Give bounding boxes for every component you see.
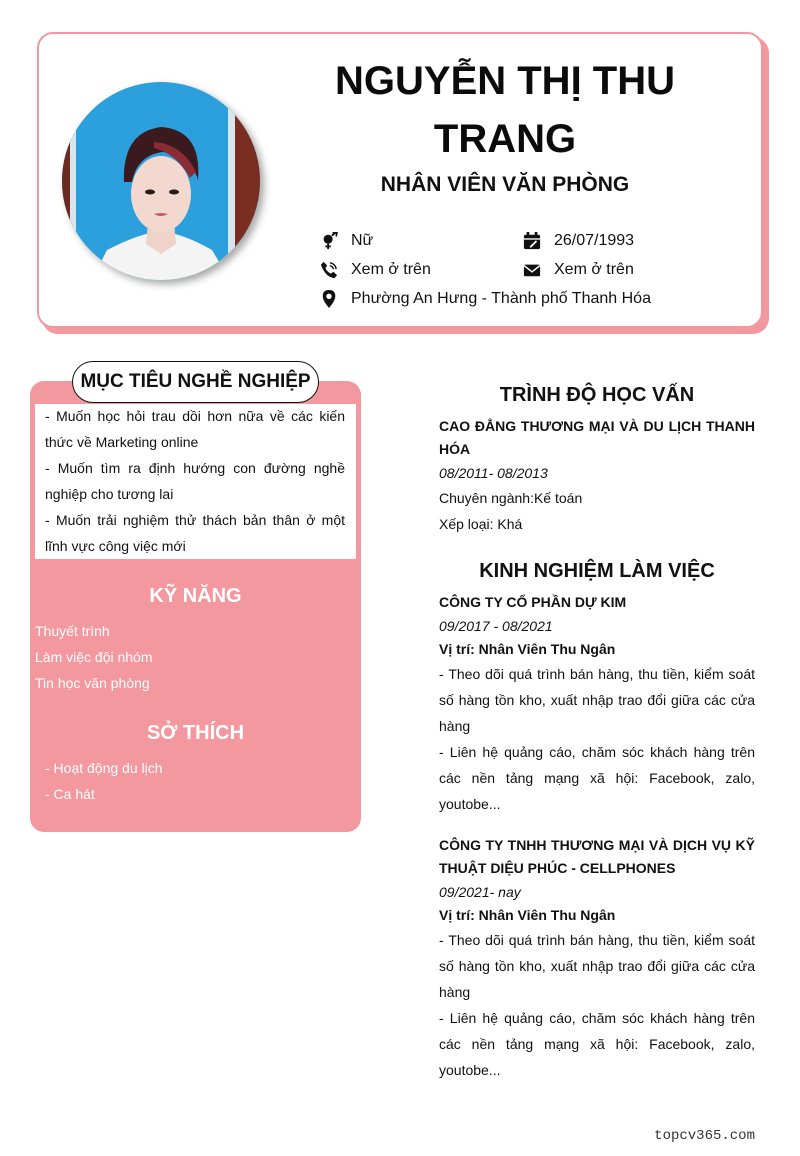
experience-entry [439,591,755,817]
watermark: topcv365.com [654,1128,755,1144]
candidate-name-line2: TRANG [433,117,577,161]
info-birthday [522,231,634,251]
candidate-name-line1: NGUYỄN THỊ THU [335,59,675,103]
job-duty: - Liên hệ quảng cáo, chăm sóc khách hàng trên các nền tảng mạng xã hội: Facebook, zalo, youtobe... [439,1010,755,1078]
company-name: CÔNG TY TNHH THƯƠNG MẠI VÀ DỊCH VỤ KỸ THUẬT DIỆU PHÚC - CELLPHONES [439,837,755,876]
skills-heading: KỸ NĂNG [149,585,242,607]
objective-item: - Muốn trải nghiệm thử thách bản thân ở một lĩnh vực công việc mới [45,512,345,554]
education-period: 08/2011- 08/2013 [439,465,548,481]
school-name: CAO ĐẲNG THƯƠNG MẠI VÀ DU LỊCH THANH HÓA [439,418,755,457]
address-value: Phường An Hưng - Thành phố Thanh Hóa [351,290,651,307]
job-title: NHÂN VIÊN VĂN PHÒNG [380,173,630,196]
phone-icon [319,260,339,280]
skill-item: Làm việc đội nhóm [35,649,153,665]
portrait-photo-icon [62,82,260,280]
candidate-name [300,52,710,168]
phone-value: Xem ở trên [351,261,431,278]
job-duty: - Theo dõi quá trình bán hàng, thu tiền, kiểm soát số hàng tồn kho, xuất nhập trao đổi giữa các cửa hàng [439,666,755,734]
calendar-icon [522,231,542,251]
objective-item: - Muốn tìm ra định hướng con đường nghề nghiệp cho tương lai [45,460,345,502]
company-name: CÔNG TY CỔ PHẦN DỰ KIM [439,594,627,610]
hobby-item: - Ca hát [45,786,95,802]
birthday-value: 26/07/1993 [554,232,635,249]
job-position: Vị trí: Nhân Viên Thu Ngân [439,641,616,657]
education-rank: Xếp loại: Khá [439,516,523,532]
gender-icon [319,231,339,251]
education-entry [439,415,755,537]
skill-item: Thuyết trình [35,623,110,639]
job-duty: - Theo dõi quá trình bán hàng, thu tiền, kiểm soát số hàng tồn kho, xuất nhập trao đổi giữa các cửa hàng [439,932,755,1000]
experience-entry [439,834,755,1083]
objective-item: - Muốn học hỏi trau dồi hơn nữa về các kiến thức về Marketing online [45,408,345,450]
gender-value: Nữ [351,232,374,249]
objective-list [45,403,345,559]
info-email [522,260,634,280]
hobbies-heading: SỞ THÍCH [146,722,245,744]
job-duty: - Liên hệ quảng cáo, chăm sóc khách hàng trên các nền tảng mạng xã hội: Facebook, zalo, youtobe... [439,744,755,812]
avatar [62,82,260,280]
hobby-item: - Hoạt động du lịch [45,760,163,776]
job-period: 09/2021- nay [439,884,521,900]
envelope-icon [522,260,542,280]
skills-list [35,618,153,696]
job-position: Vị trí: Nhân Viên Thu Ngân [439,907,616,923]
info-gender [319,231,373,251]
objective-heading: MỤC TIÊU NGHỀ NGHIỆP [72,361,319,403]
info-phone [319,260,431,280]
email-value: Xem ở trên [554,261,634,278]
job-period: 09/2017 - 08/2021 [439,618,553,634]
skill-item: Tin học văn phòng [35,675,150,691]
info-address [319,289,651,309]
hobbies-list [45,755,163,807]
education-heading: TRÌNH ĐỘ HỌC VẤN [499,384,695,406]
map-pin-icon [319,289,339,309]
education-major: Chuyên ngành:Kế toán [439,490,583,506]
experience-heading: KINH NGHIỆM LÀM VIỆC [479,560,715,582]
